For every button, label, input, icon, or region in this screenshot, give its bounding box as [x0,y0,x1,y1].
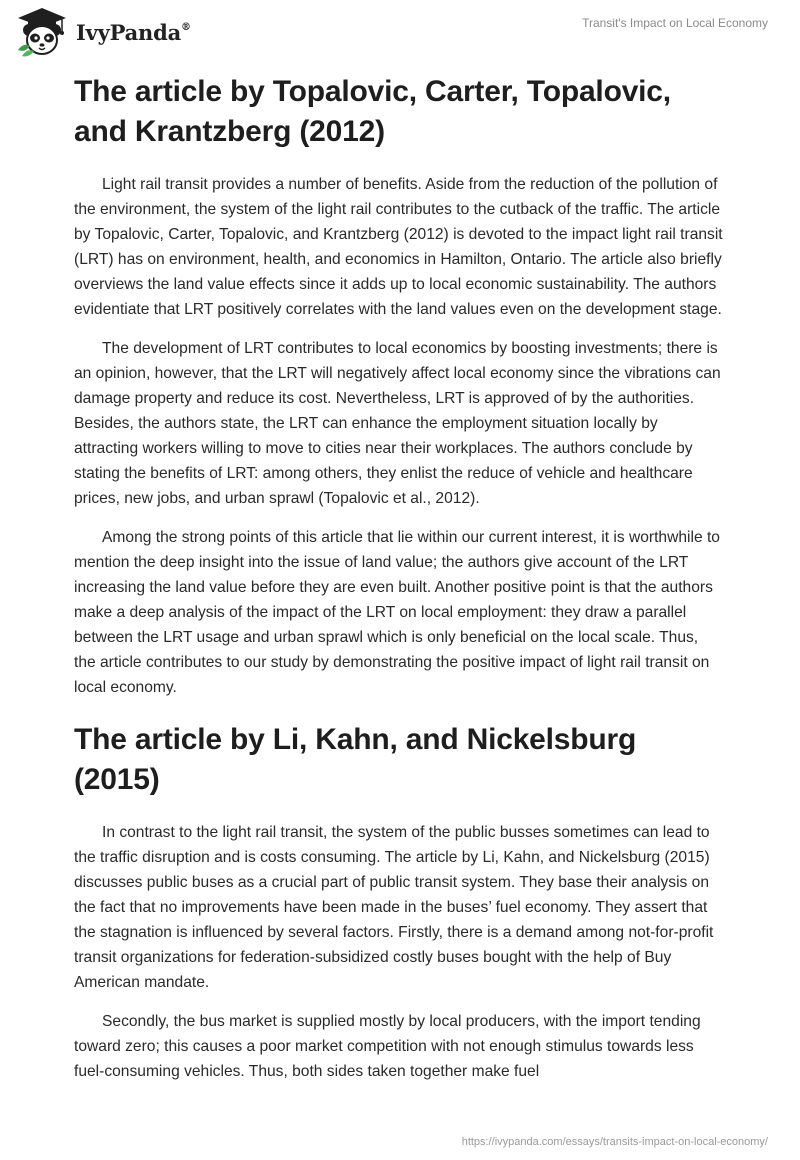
paragraph: The development of LRT contributes to local economics by boosting investments; there is an opinion, however, that the LRT will negatively affect local economy since the vibrations can damage property and reduce its cost. Nevertheless, LRT is approved of by the authorities. Besides, the authors state, the LRT can enhance the employment situation locally by attracting workers willing to move to cities near their workplaces. The authors conclude by stating the benefits of LRT: among others, they enlist the reduce of vehicle and healthcare prices, new jobs, and urban sprawl (Topalovic et al., 2012). [74,340,721,507]
page-header [0,0,800,62]
paragraph: Among the strong points of this article that lie within our current interest, it is worthwhile to mention the deep insight into the issue of land value; the authors give account of the LRT increasing the land value before they are even built. Another positive point is that the authors make a deep analysis of the impact of the LRT on local employment: they draw a parallel between the LRT usage and urban sprawl which is only beneficial on the local scale. Thus, the article contributes to our study by demonstrating the positive impact of light rail transit on local economy. [74,529,720,696]
logo-text: IvyPanda® [76,19,191,45]
article-body [74,72,724,1098]
paragraph: Light rail transit provides a number of benefits. Aside from the reduction of the pollution of the environment, the system of the light rail contributes to the cutback of the traffic. The article by Topalovic, Carter, Topalovic, and Krantzberg (2012) is devoted to the impact light rail transit (LRT) has on environment, health, and economics in Hamilton, Ontario. The article also briefly overviews the land value effects since it adds up to local economic sustainability. The authors evidentiate that LRT positively correlates with the land values even on the development stage. [74,176,723,318]
section-heading: The article by Topalovic, Carter, Topalovic, and Krantzberg (2012) [74,75,671,148]
panda-graduate-icon [14,6,70,58]
section-heading: The article by Li, Kahn, and Nickelsburg (2015) [74,723,637,796]
source-url[interactable]: https://ivypanda.com/essays/transits-impact-on-local-economy/ [461,1136,768,1148]
document-title: Transit's Impact on Local Economy [582,16,768,30]
ivypanda-logo[interactable] [14,6,191,58]
registered-mark: ® [181,21,191,33]
paragraph: Secondly, the bus market is supplied mostly by local producers, with the import tending toward zero; this causes a poor market competition with not enough stimulus towards less fuel-consuming vehicles. Thus, both sides taken together make fuel [74,1013,701,1080]
paragraph: In contrast to the light rail transit, the system of the public busses sometimes can lead to the traffic disruption and is costs consuming. The article by Li, Kahn, and Nickelsburg (2015) discusses public buses as a crucial part of public transit system. They base their analysis on the fact that no improvements have been made in the buses’ fuel economy. They assert that the stagnation is influenced by several factors. Firstly, there is a demand among not-for-profit transit organizations for federation-subsidized costly buses bought with the help of Buy American mandate. [74,824,714,991]
